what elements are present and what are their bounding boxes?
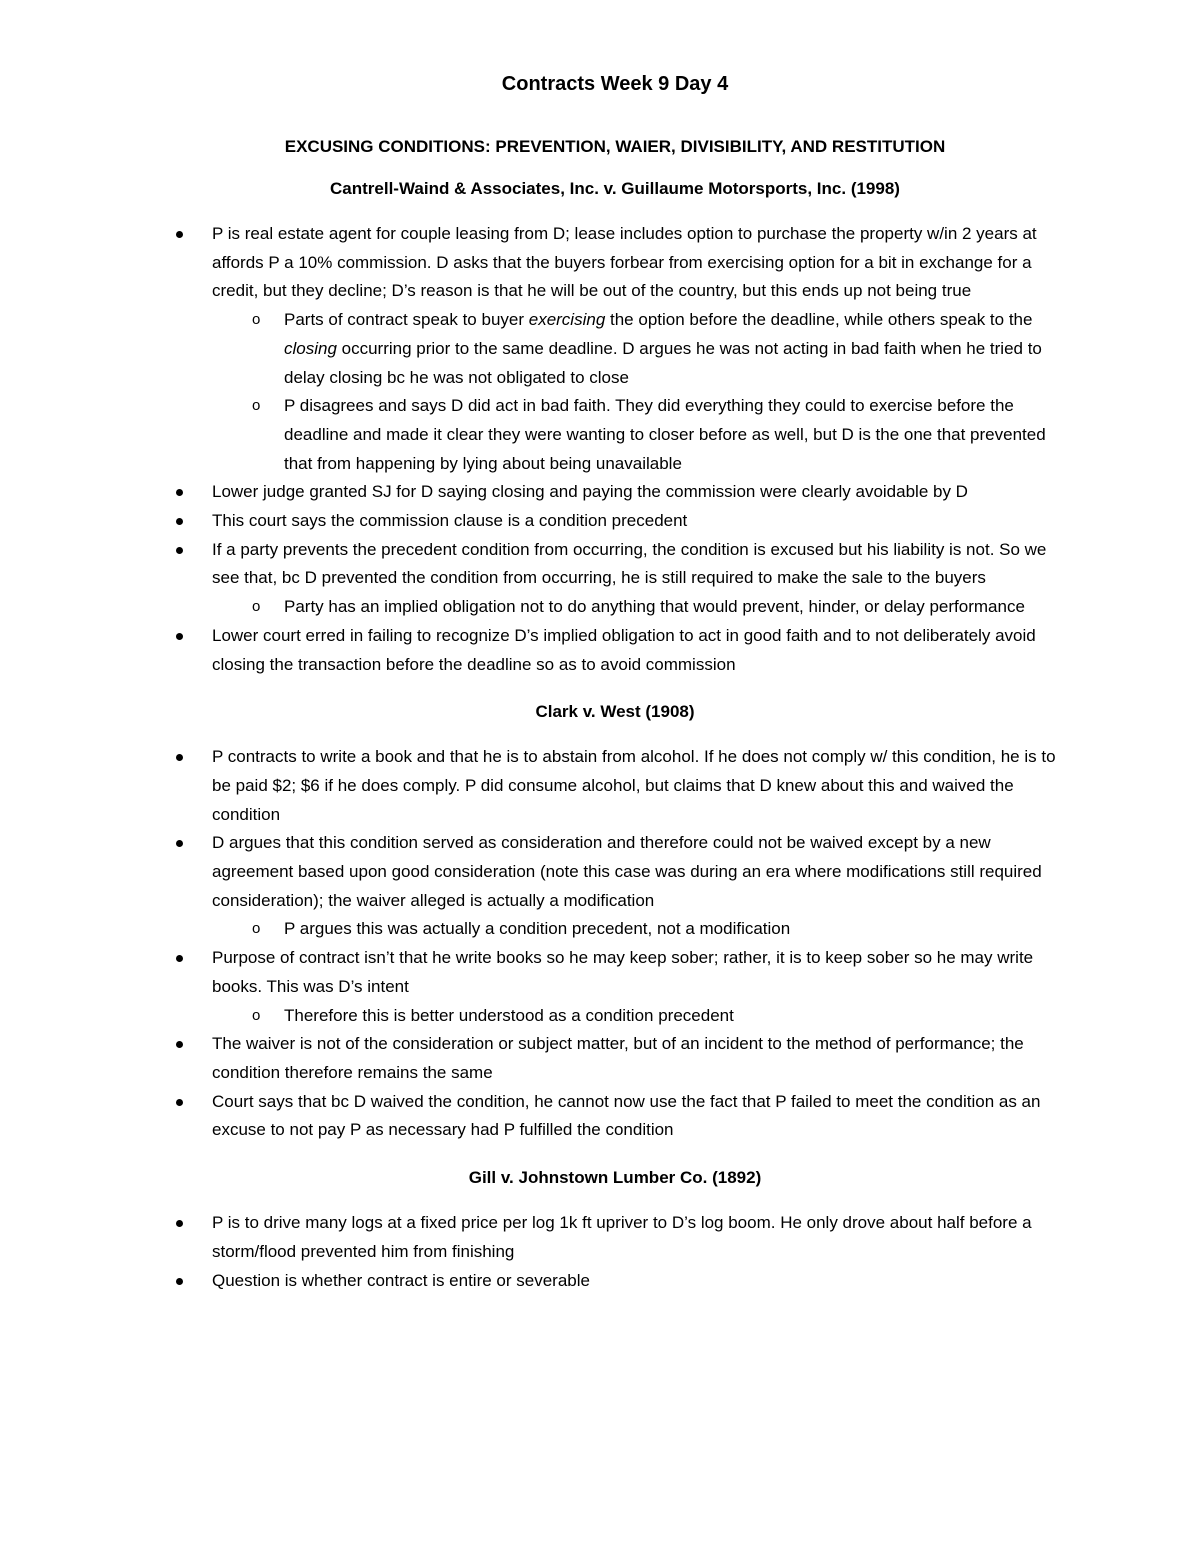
bullet-icon [176,518,183,525]
document-title: Contracts Week 9 Day 4 [501,73,729,95]
bullet-icon [176,1099,183,1106]
list-item: Court says that bc D waived the condition, he cannot now use the fact that P failed to meet the condition as an excuse to not pay P as necessary had P fulfilled the condition [170,1088,1060,1145]
bullet-icon [176,955,183,962]
sub-list-item: o Parts of contract speak to buyer exercising the option before the deadline, while others speak to the closing occurring prior to the same deadline. D argues he was not acting in bad faith when he tried to delay closing bc he was not obligated to close [212,306,1060,392]
sub-list [212,915,1060,944]
list-item: Lower judge granted SJ for D saying closing and paying the commission were clearly avoidable by D [170,478,1060,507]
bullet-icon [176,840,183,847]
case-notes-cantrell [170,220,1060,679]
bullet-icon [176,1278,183,1285]
hollow-bullet-icon: o [252,598,261,616]
hollow-bullet-icon: o [252,311,261,329]
bullet-icon [176,633,183,640]
list-item: Lower court erred in failing to recognize D’s implied obligation to act in good faith and to not deliberately avoid closing the transaction before the deadline so as to avoid commission [170,622,1060,679]
case-notes-gill [170,1209,1060,1295]
case-heading-clark: Clark v. West (1908) [535,702,695,722]
bullet-icon [176,489,183,496]
list-item: P is real estate agent for couple leasing from D; lease includes option to purchase the property w/in 2 years at affords P a 10% commission. D asks that the buyers forbear from exercising option for a bit in exchange for a credit, but they decline; D’s reason is that he will be out of the country, but this ends up not being true o Parts of contract speak to buyer exercising the option before the deadline, while others speak to the closing occurring prior to the same deadline. D argues he was not acting in bad faith when he tried to delay closing bc he was not obligated to close o P disagrees and says D did act in bad faith. They did everything they could to exercise before the deadline and made it clear they were wanting to closer before as well, but D is the one that prevented that from happening by lying about being unavailable [170,220,1060,478]
sub-list-item: o Party has an implied obligation not to do anything that would prevent, hinder, or delay performance [212,593,1060,622]
list-item: P is to drive many logs at a fixed price per log 1k ft upriver to D’s log boom. He only drove about half before a storm/flood prevented him from finishing [170,1209,1060,1266]
hollow-bullet-icon: o [252,920,261,938]
sub-list-item: o Therefore this is better understood as a condition precedent [212,1002,1060,1031]
bullet-icon [176,1041,183,1048]
hollow-bullet-icon: o [252,1006,261,1024]
bullet-icon [176,231,183,238]
sub-list-item: o P argues this was actually a condition precedent, not a modification [212,915,1060,944]
sub-list-item: o P disagrees and says D did act in bad faith. They did everything they could to exercise before the deadline and made it clear they were wanting to closer before as well, but D is the one that prevented that from happening by lying about being unavailable [212,392,1060,478]
list-item: Question is whether contract is entire or severable [170,1267,1060,1296]
bullet-icon [176,1220,183,1227]
sub-list [212,306,1060,478]
case-notes-clark [170,743,1060,1145]
list-item: Purpose of contract isn’t that he write books so he may keep sober; rather, it is to keep sober so he may write books. This was D’s intent o Therefore this is better understood as a condition precedent [170,944,1060,1030]
list-item: P contracts to write a book and that he is to abstain from alcohol. If he does not comply w/ this condition, he is to be paid $2; $6 if he does comply. P did consume alcohol, but claims that D knew about this and waived the condition [170,743,1060,829]
list-item: If a party prevents the precedent condition from occurring, the condition is excused but his liability is not. So we see that, bc D prevented the condition from occurring, he is still required to make the sale to the buyers o Party has an implied obligation not to do anything that would prevent, hinder, or delay performance [170,536,1060,622]
list-item: This court says the commission clause is a condition precedent [170,507,1060,536]
list-item: D argues that this condition served as consideration and therefore could not be waived except by a new agreement based upon good consideration (note this case was during an era where modifications still required consideration); the waiver alleged is actually a modification o P argues this was actually a condition precedent, not a modification [170,829,1060,944]
section-heading: EXCUSING CONDITIONS: PREVENTION, WAIER, DIVISIBILITY, AND RESTITUTION [284,137,946,156]
hollow-bullet-icon: o [252,397,261,415]
case-heading-gill: Gill v. Johnstown Lumber Co. (1892) [468,1168,762,1188]
sub-list [212,1002,1060,1031]
sub-list [212,593,1060,622]
bullet-icon [176,547,183,554]
case-heading-cantrell: Cantrell-Waind & Associates, Inc. v. Guillaume Motorsports, Inc. (1998) [330,179,900,198]
bullet-icon [176,754,183,761]
list-item: The waiver is not of the consideration or subject matter, but of an incident to the method of performance; the condition therefore remains the same [170,1030,1060,1087]
